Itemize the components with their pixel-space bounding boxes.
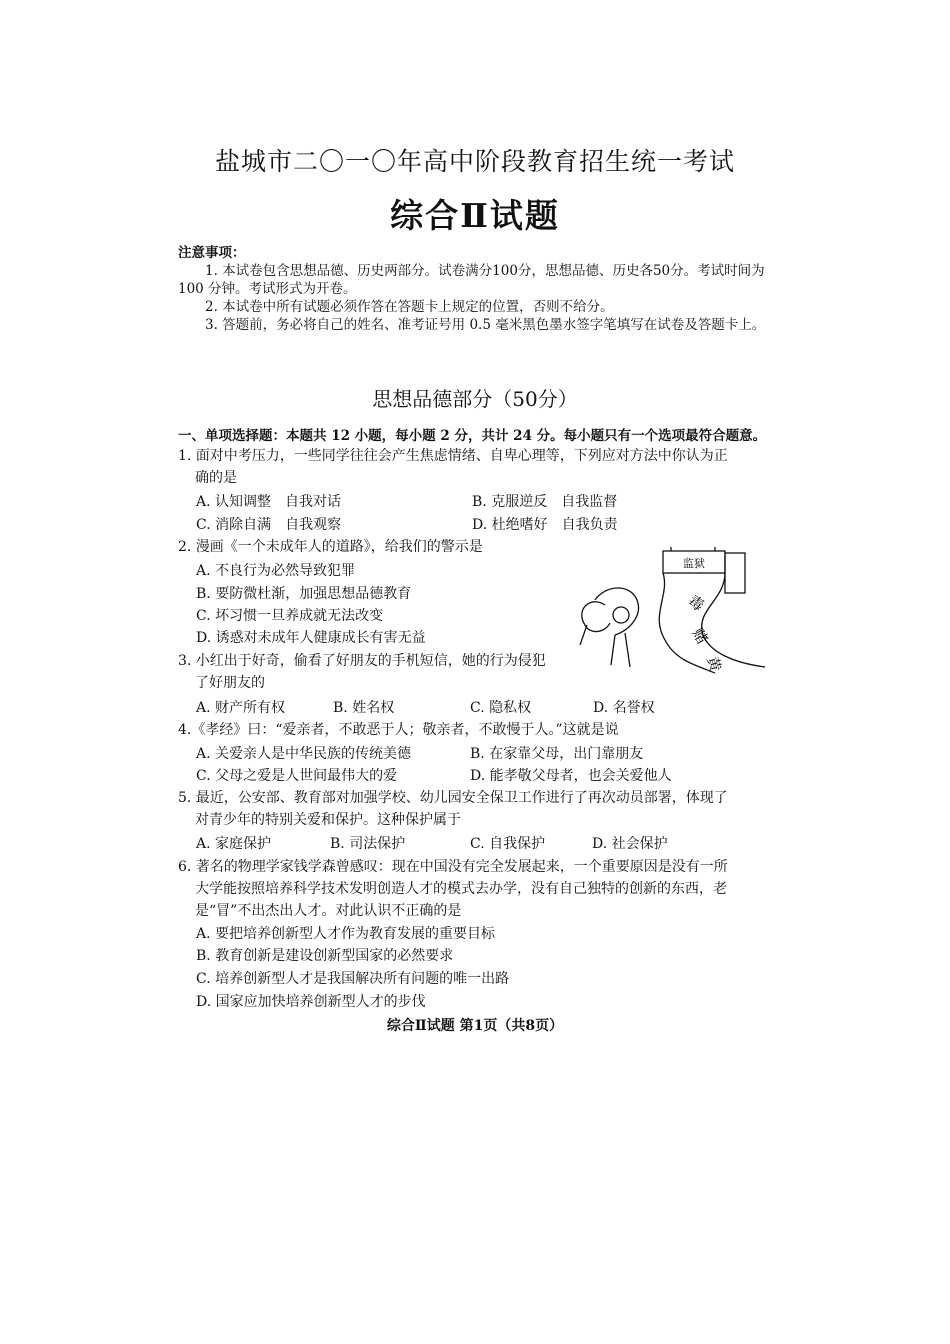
question-1 <box>178 445 728 489</box>
option-c: C. 父母之爱是人世间最伟大的爱 <box>196 768 398 784</box>
cartoon-illustration <box>575 545 770 675</box>
option-b: B. 教育创新是建设创新型国家的必然要求 <box>196 948 454 964</box>
option-a: A. 关爱亲人是中华民族的传统美德 <box>196 746 412 762</box>
question-stem: 4.《孝经》曰：“爱亲者，不敢恶于人；敬亲者，不敢慢于人。”这就是说 <box>178 722 619 738</box>
option-d: D. 社会保护 <box>592 836 668 852</box>
section-title: 思想品德部分（50分） <box>372 387 578 411</box>
option-b: B. 姓名权 <box>333 700 395 716</box>
notes-heading: 注意事项： <box>178 245 246 261</box>
option-c: C. 培养创新型人才是我国解决所有问题的唯一出路 <box>196 971 510 987</box>
question-6 <box>178 856 728 922</box>
question-stem-cont: 了好朋友的 <box>195 675 265 691</box>
option-d: D. 名誉权 <box>593 700 655 716</box>
option-a: A. 财产所有权 <box>196 700 286 716</box>
option-c: C. 消除自满 自我观察 <box>196 517 342 533</box>
option-b: B. 在家靠父母，出门靠朋友 <box>470 746 644 762</box>
option-a: A. 不良行为必然导致犯罪 <box>196 563 356 579</box>
question-3 <box>178 650 546 694</box>
note-item: 2. 本试卷中所有试题必须作答在答题卡上规定的位置，否则不给分。 <box>205 299 614 315</box>
cartoon-sign: 监狱 <box>683 557 705 570</box>
question-4 <box>178 719 619 741</box>
question-stem-cont: 确的是 <box>195 470 237 486</box>
question-stem-cont: 是“冒”不出杰出人才。对此认识不正确的是 <box>195 903 462 919</box>
option-b: B. 克服逆反 自我监督 <box>472 494 618 510</box>
question-stem-cont: 对青少年的特别关爱和保护。这种保护属于 <box>195 812 461 828</box>
note-item: 3. 答题前，务必将自己的姓名、准考证号用 0.5 毫米黑色墨水签字笔填写在试卷及答题卡上。 <box>205 317 766 333</box>
option-d: D. 国家应加快培养创新型人才的步伐 <box>196 994 426 1010</box>
question-stem: 6. 著名的物理学家钱学森曾感叹：现在中国没有完全发展起来，一个重要原因是没有一所 <box>178 859 728 875</box>
cartoon-road-word: 赌 <box>688 625 712 648</box>
option-d: D. 能孝敬父母者，也会关爱他人 <box>470 768 672 784</box>
question-stem: 3. 小红出于好奇，偷看了好朋友的手机短信，她的行为侵犯 <box>178 653 546 669</box>
cartoon-road-word: 毒 <box>684 591 708 615</box>
option-c: C. 隐私权 <box>470 700 532 716</box>
question-stem: 2. 漫画《一个未成年人的道路》，给我们的警示是 <box>178 539 483 555</box>
option-a: A. 认知调整 自我对话 <box>196 494 342 510</box>
option-d: D. 杜绝嗜好 自我负责 <box>472 517 618 533</box>
question-stem: 1. 面对中考压力，一些同学往往会产生焦虑情绪、自卑心理等，下列应对方法中你认为正 <box>178 448 728 464</box>
option-d: D. 诱惑对未成年人健康成长有害无益 <box>196 630 426 646</box>
notes <box>178 244 770 334</box>
question-5 <box>178 787 728 831</box>
question-stem-cont: 大学能按照培养科学技术发明创造人才的模式去办学，没有自己独特的创新的东西，老 <box>195 881 727 897</box>
question-stem: 5. 最近，公安部、教育部对加强学校、幼儿园安全保卫工作进行了再次动员部署，体现了 <box>178 790 728 806</box>
exam-subtitle: 综合Ⅱ试题 <box>390 196 560 235</box>
option-b: B. 要防微杜渐，加强思想品德教育 <box>196 586 412 602</box>
option-a: A. 要把培养创新型人才作为教育发展的重要目标 <box>196 926 496 942</box>
exam-title: 盐城市二〇一〇年高中阶段教育招生统一考试 <box>214 147 735 176</box>
cartoon-road-word: 黄 <box>703 654 725 674</box>
option-b: B. 司法保护 <box>330 836 406 852</box>
note-item: 1. 本试卷包含思想品德、历史两部分。试卷满分100分，思想品德、历史各50分。考试时间为100 分钟。考试形式为开卷。 <box>178 263 765 297</box>
option-c: C. 自我保护 <box>470 836 546 852</box>
page-footer: 综合Ⅱ试题 第1页（共8页） <box>386 1018 564 1034</box>
part-heading: 一、单项选择题：本题共 12 小题，每小题 2 分，共计 24 分。每小题只有一个选项最符合题意。 <box>178 428 767 444</box>
option-c: C. 坏习惯一旦养成就无法改变 <box>196 608 384 624</box>
option-a: A. 家庭保护 <box>196 836 272 852</box>
question-2 <box>178 536 483 558</box>
